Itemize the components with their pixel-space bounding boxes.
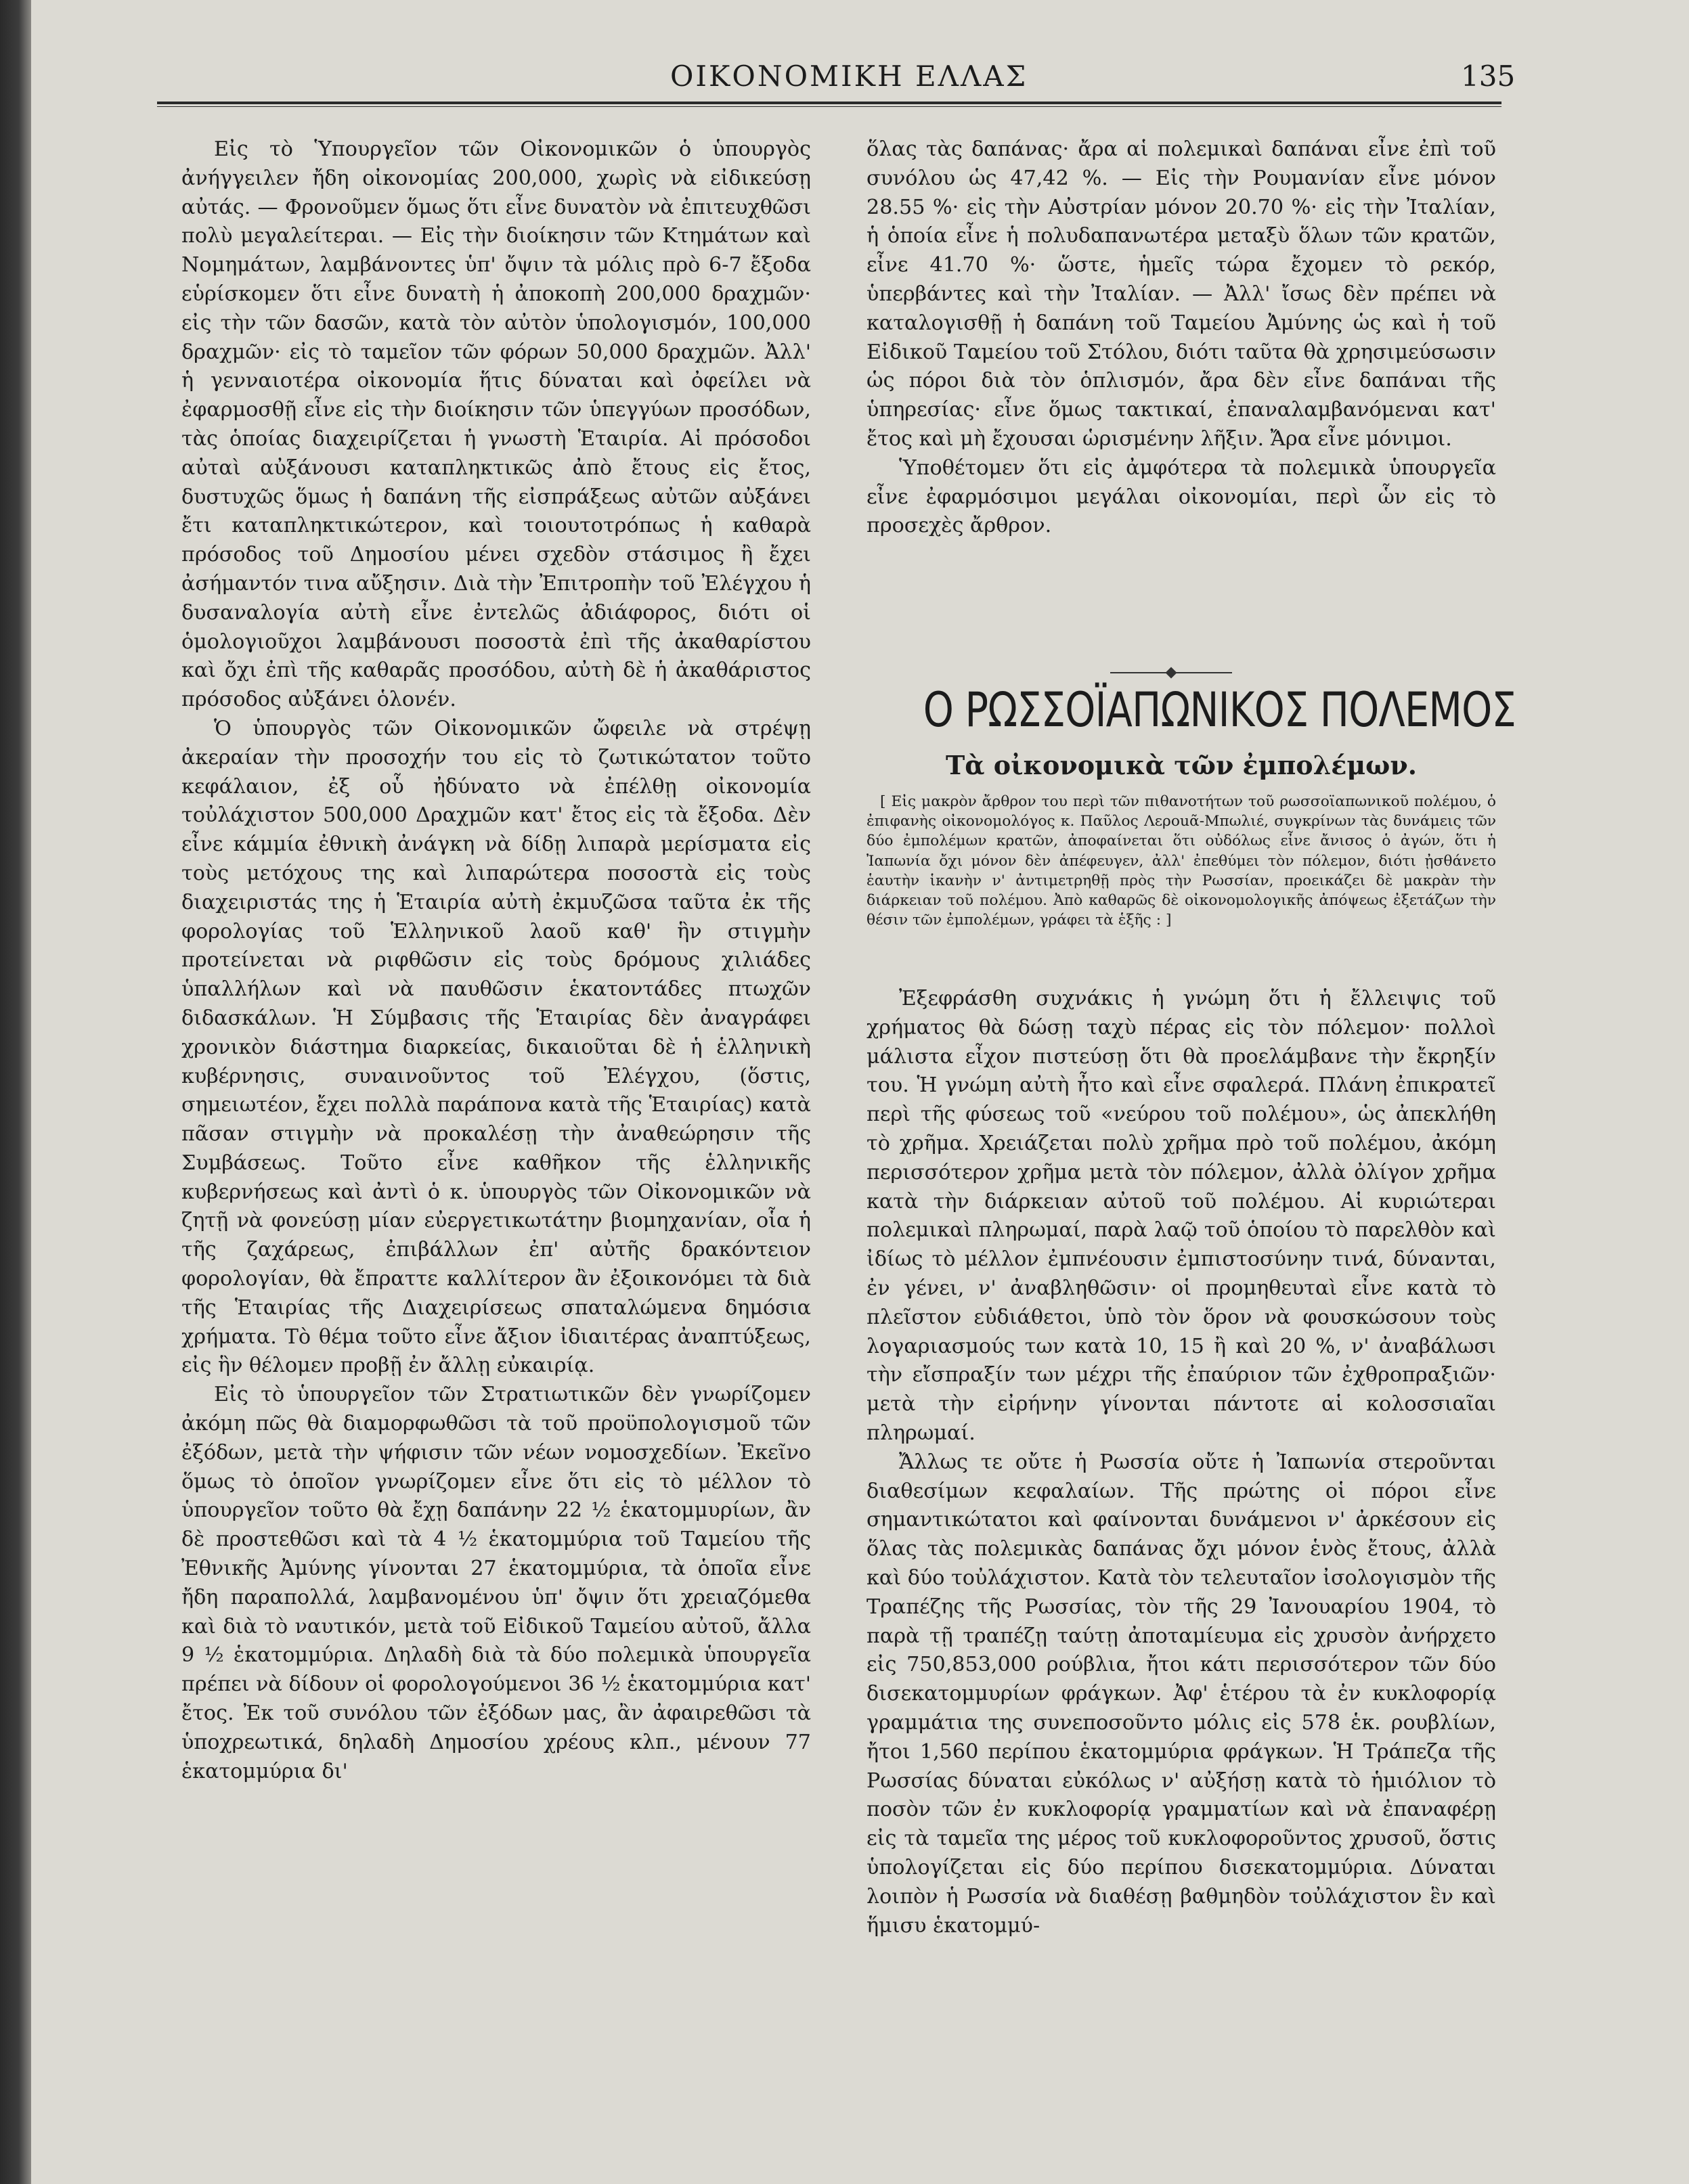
article-subheadline: Τὰ οἰκονομικὰ τῶν ἐμπολέμων. <box>946 750 1417 780</box>
page-number: 135 <box>1461 60 1516 93</box>
editor-note <box>867 792 1496 930</box>
header-rule <box>157 102 1501 104</box>
paragraph: Εἰς τὸ Ὑπουργεῖον τῶν Οἰκονομικῶν ὁ ὑπουργὸς ἀνήγγειλεν ἤδη οἰκονομίας 200,000, χωρὶς νὰ εἰδικεύσῃ αὐτάς. — Φρονοῦμεν ὅμως ὅτι εἶνε δυνατὸν νὰ ἐπιτευχθῶσι πολὺ μεγαλείτεραι. — Εἰς τὴν διοίκησιν τῶν Κτημάτων καὶ Νομημάτων, λαμβάνοντες ὑπ' ὄψιν τὰ μόλις πρὸ 6-7 ἔξοδα εὑρίσκομεν ὅτι εἶνε δυνατὴ ἡ ἀποκοπὴ 200,000 δραχμῶν· εἰς τὴν τῶν δασῶν, κατὰ τὸν αὐτὸν ὑπολογισμόν, 100,000 δραχμῶν· εἰς τὸ ταμεῖον τῶν φόρων 50,000 δραχμῶν. Ἀλλ' ἡ γενναιοτέρα οἰκονομία ἥτις δύναται καὶ ὀφείλει νὰ ἐφαρμοσθῇ εἶνε εἰς τὴν διοίκησιν τῶν ὑπεγγύων προσόδων, τὰς ὁποίας διαχειρίζεται ἡ γνωστὴ Ἑταιρία. Αἱ πρόσοδοι αὐταὶ αὐξάνουσι καταπληκτικῶς ἀπὸ ἔτους εἰς ἔτος, δυστυχῶς ὅμως ἡ δαπάνη τῆς εἰσπράξεως αὐτῶν αὐξάνει ἔτι καταπληκτικώτερον, καὶ τοιουτοτρόπως ἡ καθαρὰ πρόσοδος τοῦ Δημοσίου μένει σχεδὸν στάσιμος ἢ ἔχει ἀσήμαντόν τινα αὔξησιν. Διὰ τὴν Ἐπιτροπὴν τοῦ Ἐλέγχου ἡ δυσαναλογία αὐτὴ εἶνε ἐντελῶς ἀδιάφορος, διότι οἱ ὁμολογιοῦχοι λαμβάνουσι ποσοστὰ ἐπὶ τῆς ἀκαθαρίστου καὶ ὄχι ἐπὶ τῆς καθαρᾶς προσόδου, αὐτὴ δὲ ἡ ἀκαθάριστος πρόσοδος αὐξάνει ὁλονέν. <box>181 137 811 712</box>
book-binding-edge <box>0 0 31 2184</box>
paragraph: Ὁ ὑπουργὸς τῶν Οἰκονομικῶν ὤφειλε νὰ στρέψῃ ἀκεραίαν τὴν προσοχήν του εἰς τὸ ζωτικώτατον τοῦτο κεφάλαιον, ἐξ οὗ ἠδύνατο νὰ ἐπέλθῃ οἰκονομία τοὐλάχιστον 500,000 Δραχμῶν κατ' ἔτος εἰς τὰ ἔξοδα. Δὲν εἶνε κάμμία ἐθνικὴ ἀνάγκη νὰ δίδῃ λιπαρὰ μερίσματα εἰς τοὺς μετόχους της καὶ λιπαρώτερα ποσοστὰ εἰς τοὺς διαχειριστάς της ἡ Ἑταιρία αὐτὴ ἐκμυζῶσα ταῦτα ἐκ τῆς φορολογίας τοῦ Ἑλληνικοῦ λαοῦ καθ' ἣν στιγμὴν προτείνεται νὰ ριφθῶσιν εἰς τοὺς δρόμους χιλιάδες ὑπαλλήλων καὶ νὰ παυθῶσιν ἑκατοντάδες πτωχῶν διδασκάλων. Ἡ Σύμβασις τῆς Ἑταιρίας δὲν ἀναγράφει χρονικὸν διάστημα διαρκείας, δικαιοῦται δὲ ἡ ἑλληνικὴ κυβέρνησις, συναινοῦντος τοῦ Ἐλέγχου, (ὅστις, σημειωτέον, ἔχει πολλὰ παράπονα κατὰ τῆς Ἑταιρίας) κατὰ πᾶσαν στιγμὴν νὰ προκαλέσῃ τὴν ἀναθεώρησιν τῆς Συμβάσεως. Τοῦτο εἶνε καθῆκον τῆς ἑλληνικῆς κυβερνήσεως καὶ ἀντὶ ὁ κ. ὑπουργὸς τῶν Οἰκονομικῶν νὰ ζητῇ νὰ φονεύσῃ μίαν εὐεργετικωτάτην βιομηχανίαν, οἷα ἡ τῆς ζαχάρεως, ἐπιβάλλων ἐπ' αὐτῆς δρακόντειον φορολογίαν, θὰ ἔπραττε καλλίτερον ἂν ἐξοικονόμει τὰ διὰ τῆς Ἑταιρίας τῆς Διαχειρίσεως σπαταλώμενα δημόσια χρήματα. Τὸ θέμα τοῦτο εἶνε ἄξιον ἰδιαιτέρας ἀναπτύξεως, εἰς ἣν θέλομεν προβῇ ἐν ἄλλῃ εὐκαιρίᾳ. <box>181 716 811 1378</box>
paragraph: Ἐξεφράσθη συχνάκις ἡ γνώμη ὅτι ἡ ἔλλειψις τοῦ χρήματος θὰ δώσῃ ταχὺ πέρας εἰς τὸν πόλεμον· πολλοὶ μάλιστα εἶχον πιστεύσῃ ὅτι θὰ προελάμβανε τὴν ἔκρηξίν του. Ἡ γνώμη αὐτὴ ἦτο καὶ εἶνε σφαλερά. Πλάνη ἐπικρατεῖ περὶ τῆς φύσεως τοῦ «νεύρου τοῦ πολέμου», ὡς ἀπεκλήθη τὸ χρῆμα. Χρειάζεται πολὺ χρῆμα πρὸ τοῦ πολέμου, ἀκόμη περισσότερον χρῆμα μετὰ τὸν πόλεμον, ἀλλὰ ὀλίγον χρῆμα κατὰ τὴν διάρκειαν αὐτοῦ τοῦ πολέμου. Αἱ κυριώτεραι πολεμικαὶ πληρωμαί, παρὰ λαῷ τοῦ ὁποίου τὸ παρελθὸν καὶ ἰδίως τὸ μέλλον ἐμπνέουσιν ἐμπιστοσύνην τινά, δύνανται, ἐν γένει, ν' ἀναβληθῶσιν· οἱ προμηθευταὶ εἶνε κατὰ τὸ πλεῖστον εὐδιάθετοι, ὑπὸ τὸν ὅρον νὰ φουσκώσουν τοὺς λογαριασμούς των κατὰ 10, 15 ἢ καὶ 20 %, ν' ἀναβάλωσι τὴν εἴσπραξίν των μέχρι τῆς ἐπαύριον τῶν ἐχθροπραξιῶν· μετὰ τὴν εἰρήνην γίνονται πάντοτε αἱ κολοσσιαῖαι πληρωμαί. <box>867 987 1496 1445</box>
paragraph: Ὑποθέτομεν ὅτι εἰς ἀμφότερα τὰ πολεμικὰ ὑπουργεῖα εἶνε ἐφαρμόσιμοι μεγάλαι οἰκονομίαι, περὶ ὧν εἰς τὸ προσεχὲς ἄρθρον. <box>867 455 1496 538</box>
editor-note-text: [ Εἰς μακρὸν ἄρθρον του περὶ τῶν πιθανοτήτων τοῦ ρωσσοϊαπωνικοῦ πολέμου, ὁ ἐπιφανὴς οἰκονομολόγος κ. Παῦλος Λεροuᾶ-Μπωλιέ, συγκρίνων τὰς δυνάμεις τῶν δύο ἐμπολέμων κρατῶν, ἀποφαίνεται ὅτι οὐδόλως εἶνε ἄνισος ὁ ἀγών, ὅτι ἡ Ἰαπωνία ὄχι μόνον δὲν ἀπέφευγεν, ἀλλ' ἐπεθύμει τὸν πόλεμον, διότι ᾐσθάνετο ἑαυτὴν ἱκανὴν ν' ἀντιμετρηθῇ πρὸς τὴν Ρωσσίαν, προεικάζει δὲ μακρὰν τὴν διάρκειαν τοῦ πολέμου. Ἀπὸ καθαρῶς δὲ οἰκονομολογικῆς ἀπόψεως ἐξετάζων τὴν θέσιν τῶν ἐμπολέμων, γράφει τὰ ἑξῆς : ] <box>867 793 1496 929</box>
right-column-top <box>867 135 1496 541</box>
paragraph: ὅλας τὰς δαπάνας· ἄρα αἱ πολεμικαὶ δαπάναι εἶνε ἐπὶ τοῦ συνόλου ὡς 47,42 %. — Εἰς τὴν Ρουμανίαν εἶνε μόνον 28.55 %· εἰς τὴν Αὐστρίαν μόνον 20.70 %· εἰς τὴν Ἰταλίαν, ἡ ὁποία εἶνε ἡ πολυδαπανωτέρα μεταξὺ ὅλων τῶν κρατῶν, εἶνε 41.70 %· ὥστε, ἡμεῖς τώρα ἔχομεν τὸ ρεκόρ, ὑπερβάντες καὶ τὴν Ἰταλίαν. — Ἀλλ' ἴσως δὲν πρέπει νὰ καταλογισθῇ ἡ δαπάνη τοῦ Ταμείου Ἀμύνης ὡς καὶ ἡ τοῦ Εἰδικοῦ Ταμείου τοῦ Στόλου, διότι ταῦτα θὰ χρησιμεύσωσιν ὡς πόροι διὰ τὸν ὁπλισμόν, ἄρα δὲν εἶνε δαπάναι τῆς ὑπηρεσίας· εἶνε ὅμως τακτικαί, ἐπαναλαμβανόμεναι κατ' ἔτος καὶ μὴ ἔχουσαι ὡρισμένην λῆξιν. Ἄρα εἶνε μόνιμοι. <box>867 137 1496 451</box>
paragraph: Ἄλλως τε οὔτε ἡ Ρωσσία οὔτε ἡ Ἰαπωνία στεροῦνται διαθεσίμων κεφαλαίων. Τῆς πρώτης οἱ πόροι εἶνε σημαντικώτατοι καὶ φαίνονται δυνάμενοι ν' ἀρκέσουν εἰς ὅλας τὰς πολεμικὰς δαπάνας ὄχι μόνον ἑνὸς ἔτους, ἀλλὰ καὶ δύο τοὐλάχιστον. Κατὰ τὸν τελευταῖον ἰσολογισμὸν τῆς Τραπέζης τῆς Ρωσσίας, τὸν τῆς 29 Ἰανουαρίου 1904, τὸ παρὰ τῇ τραπέζῃ ταύτῃ ἀποταμίευμα εἰς χρυσὸν ἀνήρχετο εἰς 750,853,000 ρούβλια, ἤτοι κάτι περισσότερον τῶν δύο δισεκατομμυρίων φράγκων. Ἀφ' ἑτέρου τὰ ἐν κυκλοφορίᾳ γραμμάτια της συνεποσοῦντο μόλις εἰς 578 ἑκ. ρουβλίων, ἤτοι 1,560 περίπου ἑκατομμύρια φράγκων. Ἡ Τράπεζα τῆς Ρωσσίας δύναται εὐκόλως ν' αὐξήσῃ κατὰ τὸ ἡμιόλιον τὸ ποσὸν τῶν ἐν κυκλοφορίᾳ γραμματίων καὶ νὰ ἐπαναφέρῃ εἰς τὰ ταμεῖα της μέρος τοῦ κυκλοφοροῦντος χρυσοῦ, ὅστις ὑπολογίζεται εἰς δύο περίπου δισεκατομμύρια. Δύναται λοιπὸν ἡ Ρωσσία νὰ διαθέσῃ βαθμηδὸν τοὐλάχιστον ἓν καὶ ἥμισυ ἑκατομμύ- <box>867 1450 1496 1938</box>
running-title: ΟΙΚΟΝΟΜΙΚΗ ΕΛΛΑΣ <box>670 60 1028 93</box>
header-rule-thin <box>157 106 1501 107</box>
paragraph: Εἰς τὸ ὑπουργεῖον τῶν Στρατιωτικῶν δὲν γνωρίζομεν ἀκόμη πῶς θὰ διαμορφωθῶσι τὰ τοῦ προϋπολογισμοῦ τῶν ἐξόδων, μετὰ τὴν ψήφισιν τῶν νέων νομοσχεδίων. Ἐκεῖνο ὅμως τὸ ὁποῖον γνωρίζομεν εἶνε ὅτι εἰς τὸ μέλλον τὸ ὑπουργεῖον τοῦτο θὰ ἔχῃ δαπάνην 22 ½ ἑκατομμυρίων, ἂν δὲ προστεθῶσι καὶ τὰ 4 ½ ἑκατομμύρια τοῦ Ταμείου τῆς Ἐθνικῆς Ἀμύνης γίνονται 27 ἑκατομμύρια, τὰ ὁποῖα εἶνε ἤδη παραπολλά, λαμβανομένου ὑπ' ὄψιν ὅτι χρειαζόμεθα καὶ διὰ τὸ ναυτικόν, μετὰ τοῦ Εἰδικοῦ Ταμείου αὐτοῦ, ἄλλα 9 ½ ἑκατομμύρια. Δηλαδὴ διὰ τὰ δύο πολεμικὰ ὑπουργεῖα πρέπει νὰ δίδουν οἱ φορολογούμενοι 36 ½ ἑκατομμύρια κατ' ἔτος. Ἐκ τοῦ συνόλου τῶν ἐξόδων μας, ἂν ἀφαιρεθῶσι τὰ ὑποχρεωτικά, δηλαδὴ Δημοσίου χρέους κλπ., μένουν 77 ἑκατομμύρια δι' <box>181 1383 811 1783</box>
left-column <box>181 135 811 1786</box>
article-body <box>867 985 1496 1940</box>
article-headline: Ο ΡΩΣΣΟΪΑΠΩΝΙΚΟΣ ΠΟΛΕΜΟΣ <box>923 682 1516 738</box>
